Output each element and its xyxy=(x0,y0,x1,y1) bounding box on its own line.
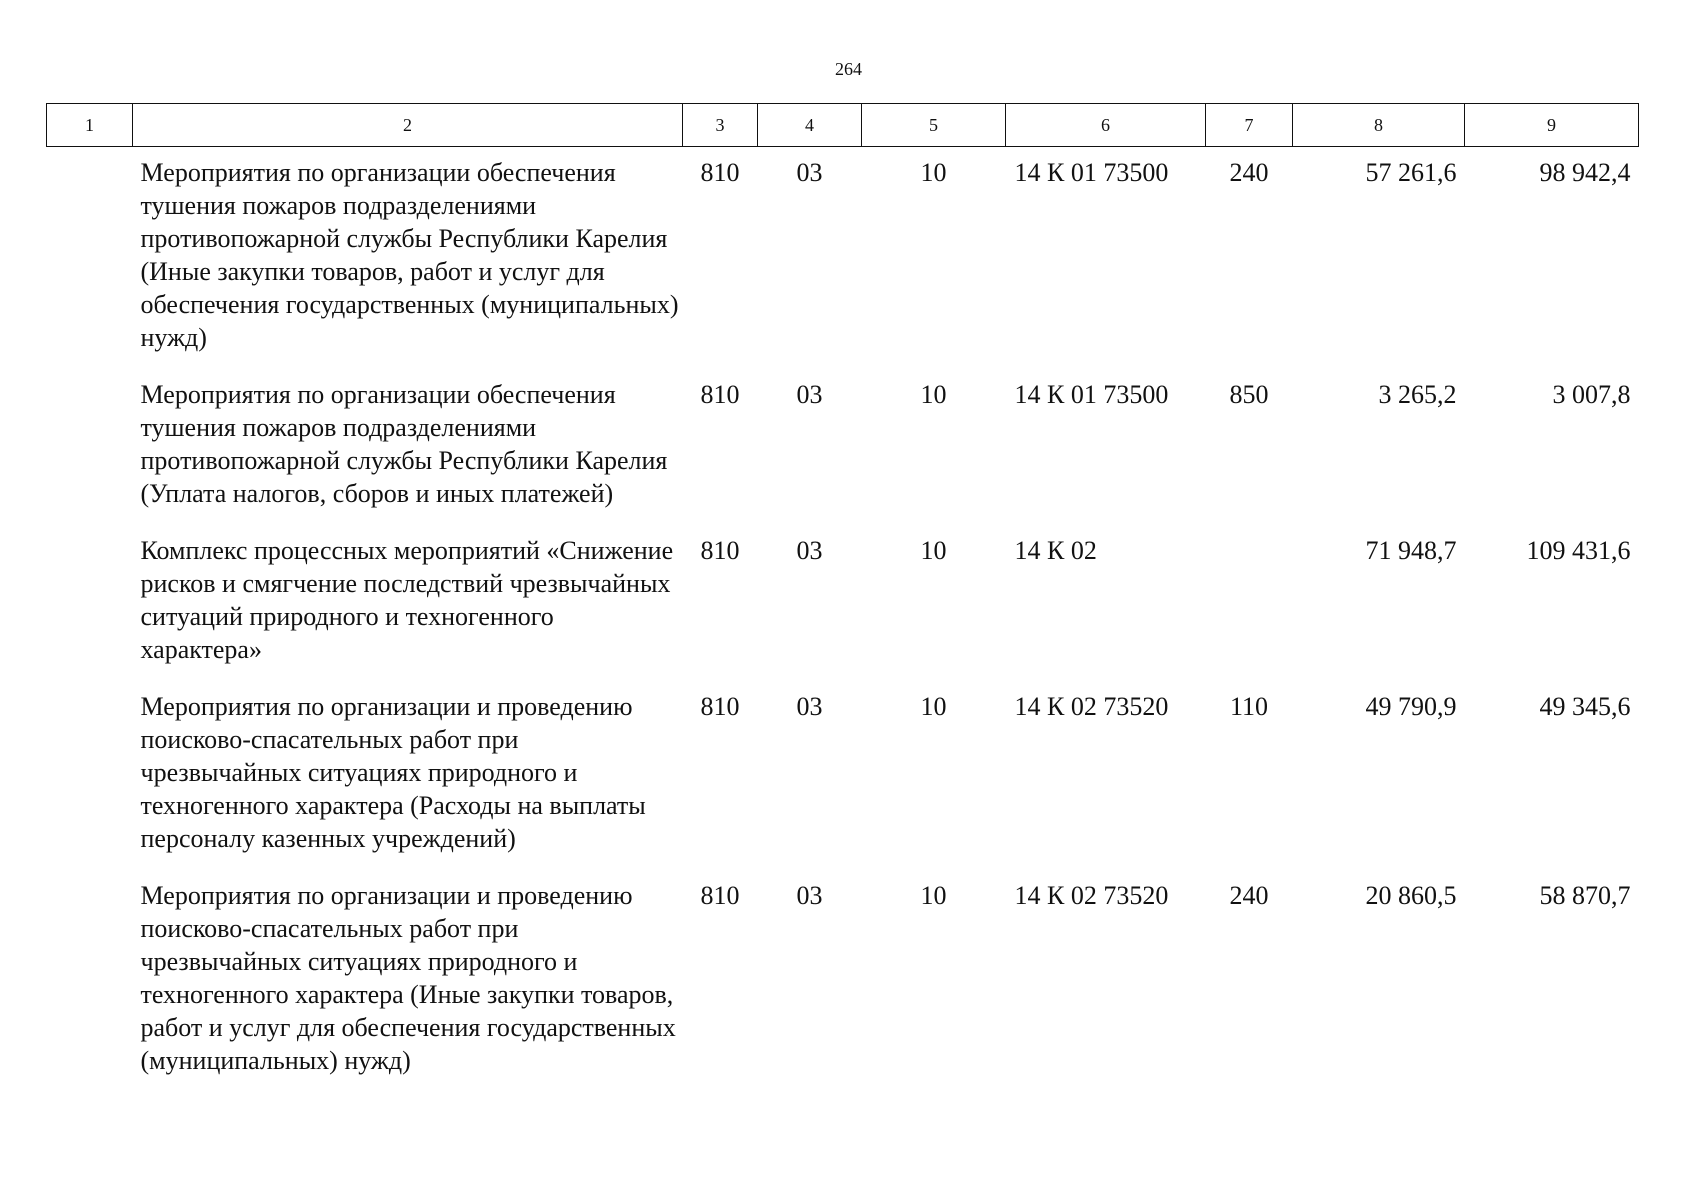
table-body xyxy=(47,147,1639,1093)
cell-col8: 57 261,6 xyxy=(1365,158,1457,187)
cell-description: Мероприятия по организации обеспечения тушения пожаров подразделениями противопожарной службы Республики Карелия (Иные закупки товаров, работ и услуг для обеспечения государственных (муниципальных) нужд) xyxy=(140,158,679,352)
column-header-8: 8 xyxy=(1293,104,1465,147)
cell-col7: 850 xyxy=(1229,380,1269,409)
cell-col5: 10 xyxy=(920,536,947,565)
column-header-4: 4 xyxy=(758,104,862,147)
cell-col1 xyxy=(47,369,133,525)
cell-col7: 110 xyxy=(1229,692,1269,721)
cell-col3: 810 xyxy=(700,158,740,187)
table-row xyxy=(47,525,1639,681)
header-row xyxy=(47,104,1639,147)
table-row xyxy=(47,681,1639,870)
column-header-7: 7 xyxy=(1206,104,1293,147)
cell-col1 xyxy=(47,525,133,681)
table-row xyxy=(47,147,1639,370)
cell-col6: 14 К 01 73500 xyxy=(1014,380,1169,409)
budget-table xyxy=(46,103,1639,1092)
cell-description: Комплекс процессных мероприятий «Снижение рисков и смягчение последствий чрезвычайных ситуаций природного и техногенного характера» xyxy=(140,536,674,664)
cell-col4: 03 xyxy=(796,536,823,565)
cell-col5: 10 xyxy=(920,158,947,187)
cell-description: Мероприятия по организации и проведению поисково-спасательных работ при чрезвычайных ситуациях природного и техногенного характера (Расходы на выплаты персоналу казенных учреждений) xyxy=(140,692,646,853)
cell-col9: 58 870,7 xyxy=(1539,881,1631,910)
cell-col6: 14 К 02 xyxy=(1014,536,1097,565)
cell-col7: 240 xyxy=(1229,881,1269,910)
column-header-3: 3 xyxy=(683,104,758,147)
cell-col6: 14 К 01 73500 xyxy=(1014,158,1169,187)
cell-col6: 14 К 02 73520 xyxy=(1014,881,1169,910)
cell-col3: 810 xyxy=(700,881,740,910)
cell-col4: 03 xyxy=(796,158,823,187)
cell-col9: 98 942,4 xyxy=(1539,158,1631,187)
cell-col4: 03 xyxy=(796,881,823,910)
column-header-1: 1 xyxy=(47,104,133,147)
cell-col1 xyxy=(47,681,133,870)
table-row xyxy=(47,870,1639,1092)
cell-col1 xyxy=(47,870,133,1092)
cell-col7: 240 xyxy=(1229,158,1269,187)
cell-col8: 3 265,2 xyxy=(1378,380,1457,409)
column-header-2: 2 xyxy=(133,104,683,147)
page-number: 264 xyxy=(835,59,862,79)
cell-col8: 71 948,7 xyxy=(1365,536,1457,565)
cell-description: Мероприятия по организации и проведению поисково-спасательных работ при чрезвычайных ситуациях природного и техногенного характера (Иные закупки товаров, работ и услуг для обеспечения государственных (муниципальных) нужд) xyxy=(140,881,676,1075)
cell-col8: 49 790,9 xyxy=(1365,692,1457,721)
cell-col4: 03 xyxy=(796,692,823,721)
cell-col5: 10 xyxy=(920,692,947,721)
cell-col3: 810 xyxy=(700,536,740,565)
column-header-6: 6 xyxy=(1006,104,1206,147)
cell-col7 xyxy=(1206,525,1293,681)
table-row xyxy=(47,369,1639,525)
cell-description: Мероприятия по организации обеспечения тушения пожаров подразделениями противопожарной службы Республики Карелия (Уплата налогов, сборов и иных платежей) xyxy=(140,380,668,508)
cell-col9: 109 431,6 xyxy=(1526,536,1631,565)
cell-col5: 10 xyxy=(920,380,947,409)
cell-col6: 14 К 02 73520 xyxy=(1014,692,1169,721)
cell-col9: 3 007,8 xyxy=(1552,380,1631,409)
cell-col9: 49 345,6 xyxy=(1539,692,1631,721)
column-header-9: 9 xyxy=(1465,104,1639,147)
cell-col4: 03 xyxy=(796,380,823,409)
cell-col8: 20 860,5 xyxy=(1365,881,1457,910)
cell-col1 xyxy=(47,147,133,370)
cell-col3: 810 xyxy=(700,692,740,721)
cell-col5: 10 xyxy=(920,881,947,910)
column-header-5: 5 xyxy=(862,104,1006,147)
table-header xyxy=(47,104,1639,147)
cell-col3: 810 xyxy=(700,380,740,409)
